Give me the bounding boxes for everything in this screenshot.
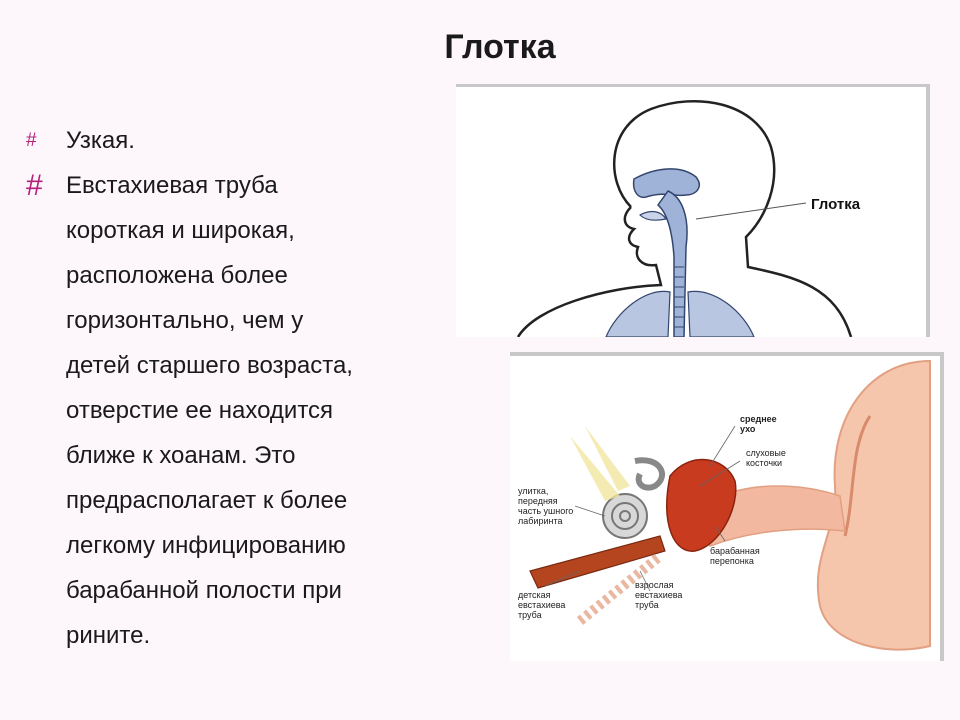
bullet-line: барабанной полости при (66, 577, 342, 604)
ear-label-line: труба (518, 610, 542, 620)
ear-label-line: часть ушного (518, 506, 574, 516)
ear-label-line: перепонка (710, 556, 754, 566)
ear-label-line: взрослая (635, 580, 674, 590)
ear-label-line: ухо (740, 424, 756, 434)
bullet-line: короткая и широкая, (66, 217, 295, 244)
svg-text:барабанная перепонка (710, 546, 762, 566)
slide-title: Глотка (444, 28, 556, 66)
svg-text:среднее ухо (740, 414, 779, 434)
ear-illustration (510, 356, 940, 661)
bullet-marker: # (26, 169, 43, 202)
ear-label-line: лабиринта (518, 516, 563, 526)
bullet-item (26, 118, 456, 163)
bullet-line: ближе к хоанам. Это (66, 442, 296, 469)
bullet-item (26, 163, 456, 658)
ear-label-line: передняя (518, 496, 558, 506)
ear-label-line: косточки (746, 458, 783, 468)
svg-text:детская евстахиева (518, 590, 568, 620)
bullet-line: Евстахиевая труба (66, 172, 278, 199)
pharynx-label: Глотка (811, 196, 861, 213)
ear-label-line: евстахиева (518, 600, 566, 610)
ear-label-line: среднее (740, 414, 777, 424)
ear-label-line: улитка, (518, 486, 549, 496)
ear-label-line: барабанная (710, 546, 760, 556)
pharynx-illustration (456, 87, 926, 337)
bullet-line: рините. (66, 622, 151, 649)
ear-label-line: слуховые (746, 448, 786, 458)
bullet-line: отверстие ее находится (66, 397, 334, 424)
ear-label-line: евстахиева (635, 590, 683, 600)
bullet-line: горизонтально, чем у (66, 307, 304, 334)
bullet-marker: # (26, 130, 37, 151)
svg-text:взрослая евстахиева (635, 580, 685, 610)
ear-label-line: труба (635, 600, 659, 610)
svg-text:улитка, передняя (518, 486, 576, 526)
ear-label-line: детская (518, 590, 551, 600)
ear-figure (510, 352, 944, 661)
bullet-line: легкому инфицированию (66, 532, 346, 559)
bullet-line: предрасполагает к более (66, 487, 348, 514)
bullet-list (26, 118, 456, 658)
bullet-line: Узкая. (66, 127, 135, 154)
bullet-line: детей старшего возраста, (66, 352, 353, 379)
svg-text:слуховые косточки (746, 448, 788, 468)
bullet-line: расположена более (66, 262, 288, 289)
pharynx-figure (456, 84, 930, 337)
